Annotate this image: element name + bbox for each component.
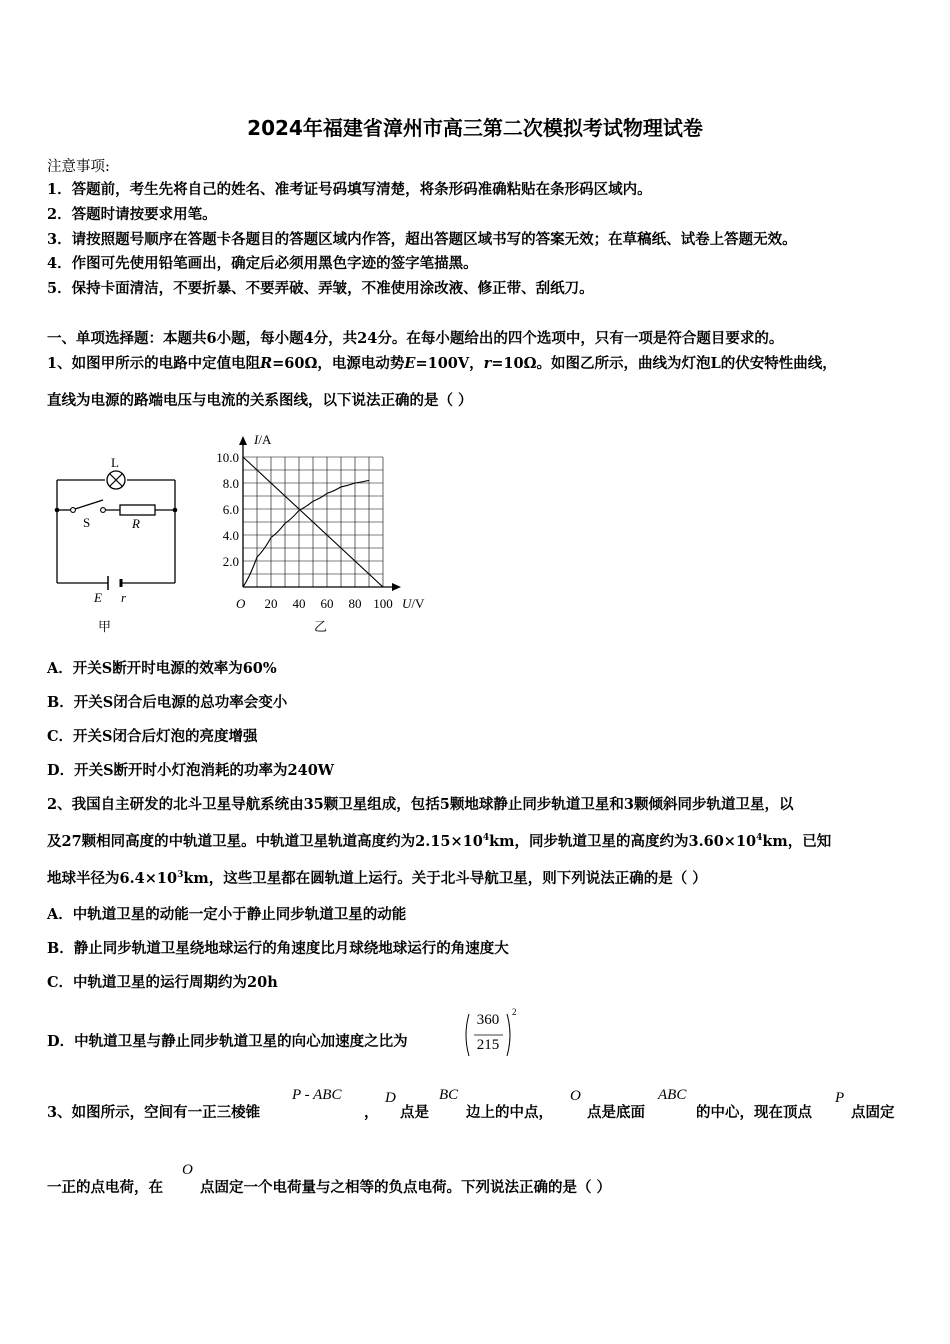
- internal-resistance-label: r: [121, 590, 127, 605]
- switch-label: S: [83, 515, 91, 530]
- option-b[interactable]: B．开关S闭合后电源的总功率会变小: [47, 694, 288, 711]
- x-axis-label: U/V: [402, 596, 425, 611]
- math-expression: D: [385, 1090, 396, 1106]
- y-tick-label: 6.0: [222, 502, 239, 517]
- x-tick-label: 80: [348, 596, 362, 611]
- question-3-text: 的中心，现在顶点: [696, 1104, 812, 1121]
- y-tick-label: 10.0: [216, 450, 239, 465]
- origin-label: O: [236, 596, 246, 611]
- notice-heading: 注意事项:: [47, 159, 110, 175]
- fraction-expression: [462, 1007, 524, 1059]
- y-tick-label: 4.0: [222, 528, 239, 543]
- lamp-curve: [243, 480, 369, 587]
- fraction-numerator: 360: [476, 1012, 500, 1028]
- option-c[interactable]: C．开关S闭合后灯泡的亮度增强: [47, 728, 258, 745]
- question-3-text: 边上的中点，: [466, 1104, 553, 1121]
- emf-label: E: [94, 590, 102, 605]
- math-expression: BC: [439, 1087, 459, 1103]
- notice-item: 3．请按照题号顺序在答题卡各题目的答题区域内作答，超出答题区域书写的答案无效；在草稿纸、试卷上答题无效。: [47, 231, 797, 248]
- x-tick-label: 100: [373, 596, 393, 611]
- x-tick-label: 60: [320, 596, 334, 611]
- graph-caption: 乙: [314, 619, 328, 634]
- option-a[interactable]: A．中轨道卫星的动能一定小于静止同步轨道卫星的动能: [47, 906, 407, 923]
- resistor-icon: [120, 505, 155, 515]
- resistor-label: R: [132, 516, 140, 531]
- fraction-denominator: 215: [476, 1037, 500, 1053]
- question-1-stem-line2: 直线为电源的路端电压与电流的关系图线，以下说法正确的是（ ）: [47, 392, 473, 409]
- question-3-text: 3、如图所示，空间有一正三棱锥: [47, 1104, 261, 1121]
- iu-graph: [210, 428, 440, 643]
- option-d[interactable]: D．中轨道卫星与静止同步轨道卫星的向心加速度之比为: [47, 1033, 408, 1050]
- right-paren: [507, 1014, 510, 1056]
- notice-item: 5．保持卡面清洁，不要折暴、不要弄破、弄皱，不准使用涂改液、修正带、刮纸刀。: [47, 280, 594, 297]
- x-tick-label: 20: [264, 596, 278, 611]
- math-expression: O: [182, 1162, 193, 1178]
- option-c[interactable]: C．中轨道卫星的运行周期约为20h: [47, 974, 278, 991]
- x-tick-label: 40: [292, 596, 306, 611]
- question-3-text: 点固定: [851, 1104, 895, 1121]
- option-a[interactable]: A．开关S断开时电源的效率为60%: [47, 660, 277, 677]
- question-3-text: 点是: [400, 1104, 429, 1121]
- junction-dot: [55, 508, 60, 513]
- x-axis-arrow: [392, 583, 401, 591]
- y-tick-label: 2.0: [222, 554, 239, 569]
- y-axis-arrow: [239, 436, 247, 445]
- question-3-text: 点固定一个电荷量与之相等的负点电荷。下列说法正确的是（ ）: [200, 1179, 612, 1196]
- math-expression: P - ABC: [292, 1087, 342, 1103]
- question-3-text: 点是底面: [587, 1104, 645, 1121]
- junction-dot: [173, 508, 178, 513]
- math-expression: P: [835, 1090, 845, 1106]
- lamp-icon: [107, 471, 125, 489]
- math-expression: ABC: [658, 1087, 687, 1103]
- circuit-diagram: [45, 450, 190, 640]
- y-axis-label: I/A: [254, 432, 272, 447]
- question-1-stem: 1、如图甲所示的电路中定值电阻R=60Ω，电源电动势E=100V，r=10Ω。如图乙所示，曲线为灯泡L的伏安特性曲线，: [47, 355, 837, 372]
- question-2-stem-line2: 及27颗相同高度的中轨道卫星。中轨道卫星轨道高度约为$2.15\times 10^4km$，同步轨道卫星的高度约为$3.60\times 10^4km$，已知: [47, 833, 832, 850]
- notice-item: 1．答题前，考生先将自己的姓名、准考证号码填写清楚，将条形码准确粘贴在条形码区域内。: [47, 181, 652, 198]
- circuit-caption: 甲: [98, 619, 112, 634]
- math-expression: O: [570, 1088, 581, 1104]
- question-3-text: ，: [364, 1104, 379, 1121]
- option-b[interactable]: B．静止同步轨道卫星绕地球运行的角速度比月球绕地球运行的角速度大: [47, 940, 509, 957]
- y-tick-label: 8.0: [222, 476, 239, 491]
- battery-icon: [108, 576, 121, 590]
- section-heading: 一、单项选择题：本题共6小题，每小题4分，共24分。在每小题给出的四个选项中，只有一项是符合题目要求的。: [47, 330, 784, 347]
- question-2-stem: 2、我国自主研发的北斗卫星导航系统由35颗卫星组成，包括5颗地球静止同步轨道卫星和3颗倾斜同步轨道卫星，以: [47, 796, 794, 813]
- question-3-text: 一正的点电荷，在: [47, 1179, 163, 1196]
- question-2-stem-line3: 地球半径为$6.4\times 10^3km$，这些卫星都在圆轨道上运行。关于北斗导航卫星，则下列说法正确的是（ ）: [47, 870, 707, 887]
- left-paren: [466, 1014, 469, 1056]
- option-d[interactable]: D．开关S断开时小灯泡消耗的功率为240W: [47, 762, 335, 779]
- page-title: 2024年福建省漳州市高三第二次模拟考试物理试卷: [247, 116, 703, 140]
- lamp-label: L: [111, 455, 119, 470]
- notice-item: 4．作图可先使用铅笔画出，确定后必须用黑色字迹的签字笔描黑。: [47, 255, 478, 272]
- notice-item: 2．答题时请按要求用笔。: [47, 206, 217, 223]
- fraction-exponent: 2: [512, 1007, 517, 1017]
